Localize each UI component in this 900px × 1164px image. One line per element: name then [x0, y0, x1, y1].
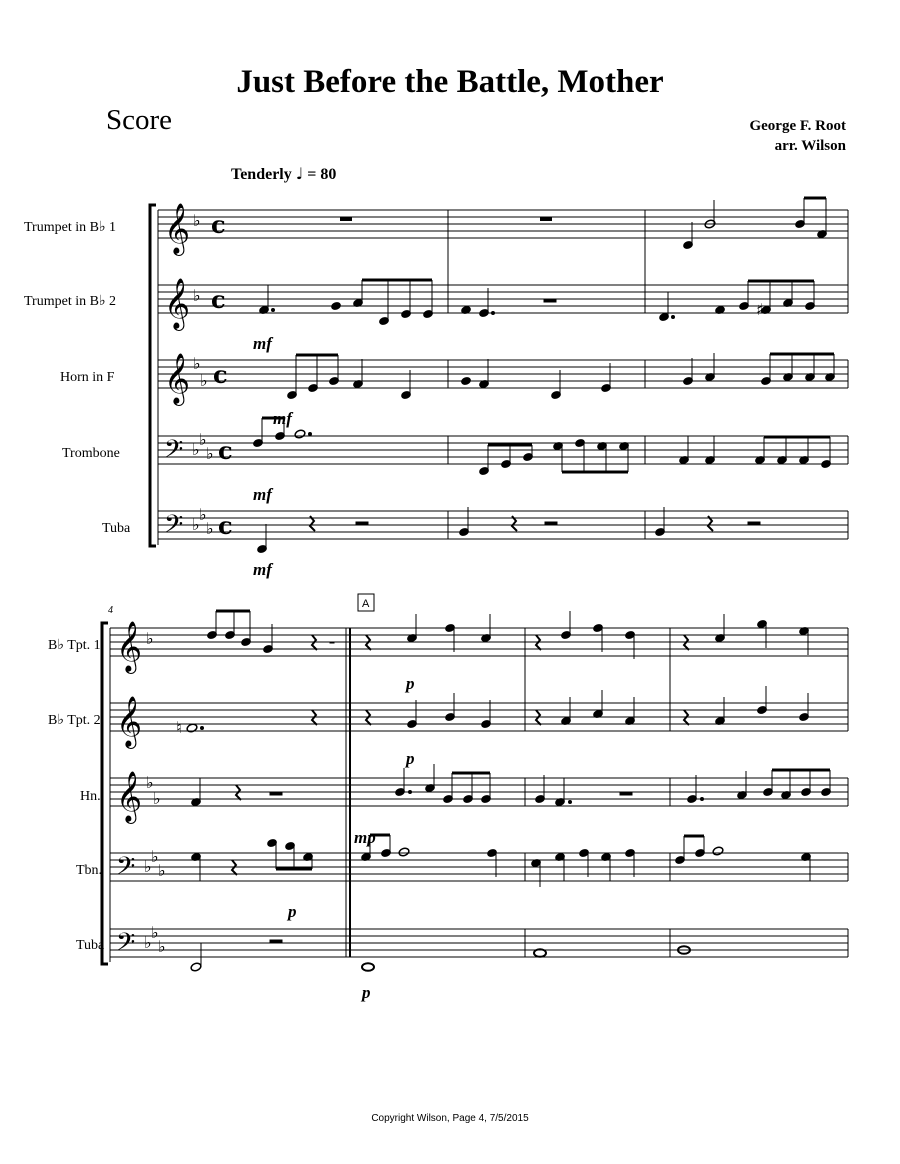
dynamic-marking: p	[406, 674, 415, 693]
common-time-icon: c	[213, 360, 228, 389]
rehearsal-mark: A	[362, 598, 370, 610]
whole-rest	[540, 217, 552, 221]
tempo-word: Tenderly	[231, 166, 292, 183]
treble-clef-icon: 𝄞	[116, 621, 143, 672]
instrument-name: B♭ Tpt. 2	[48, 713, 101, 728]
flat-icon: ♭	[193, 286, 201, 305]
score-label: Score	[106, 104, 173, 136]
sharp-icon: ♯	[756, 300, 764, 319]
dynamic-marking: mp	[354, 828, 376, 847]
common-time-icon: c	[211, 210, 226, 239]
notes-trumpet2	[259, 280, 816, 326]
notes-tuba-sys2	[190, 940, 690, 972]
treble-clef-icon: 𝄞	[116, 771, 143, 822]
flat-icon: ♭	[193, 211, 201, 230]
notes-tuba	[257, 507, 760, 554]
flat-icon: ♭	[193, 354, 201, 373]
flat-icon: ♭	[206, 444, 214, 463]
dynamic-marking: p	[362, 983, 371, 1002]
instrument-name: Hn.	[80, 789, 101, 804]
dynamic-marking: mf	[253, 485, 272, 504]
system-1	[24, 198, 848, 579]
instrument-name: Tbn.	[76, 863, 103, 878]
tempo-value: = 80	[307, 166, 337, 183]
flat-icon: ♭	[151, 847, 159, 866]
notes-trombone	[253, 418, 832, 476]
flat-icon: ♭	[158, 937, 166, 956]
notes-trombone-sys2	[191, 835, 812, 887]
dynamic-marking: p	[406, 749, 415, 768]
system-2	[48, 594, 848, 1002]
bass-clef-icon: 𝄢	[164, 435, 184, 470]
bass-clef-icon: 𝄢	[116, 852, 136, 887]
bass-clef-icon: 𝄢	[164, 510, 184, 545]
instrument-name: Tuba	[76, 938, 105, 953]
whole-rest	[340, 217, 352, 221]
arranger-name: arr. Wilson	[774, 138, 846, 154]
flat-icon: ♭	[192, 440, 200, 459]
composer-name: George F. Root	[749, 118, 846, 134]
flat-icon: ♭	[146, 629, 154, 648]
flat-icon: ♭	[200, 371, 208, 390]
flat-icon: ♭	[199, 505, 207, 524]
staff-lines	[110, 628, 848, 957]
page-footer: Copyright Wilson, Page 4, 7/5/2015	[371, 1113, 529, 1124]
common-time-icon: c	[218, 511, 233, 540]
quarter-note-icon: ♩	[295, 164, 304, 183]
system-bracket	[150, 205, 156, 546]
flat-icon: ♭	[192, 515, 200, 534]
instrument-name: Trombone	[62, 446, 120, 461]
treble-clef-icon: 𝄞	[164, 203, 191, 254]
piece-title: Just Before the Battle, Mother	[236, 64, 664, 100]
flat-icon: ♭	[144, 933, 152, 952]
notes-trumpet2-sys2	[186, 686, 809, 733]
common-time-icon: c	[218, 436, 233, 465]
natural-icon: ♮	[176, 718, 182, 737]
instrument-name: Trumpet in B♭ 1	[24, 220, 117, 235]
instrument-name: Trumpet in B♭ 2	[24, 294, 117, 309]
instrument-name: Horn in F	[60, 370, 115, 385]
flat-icon: ♭	[144, 857, 152, 876]
instrument-name: Tuba	[102, 521, 131, 536]
bass-clef-icon: 𝄢	[116, 928, 136, 963]
measure-number: 4	[108, 605, 113, 616]
flat-icon: ♭	[146, 773, 154, 792]
common-time-icon: c	[211, 285, 226, 314]
treble-clef-icon: 𝄞	[116, 696, 143, 747]
flat-icon: ♭	[151, 923, 159, 942]
treble-clef-icon: 𝄞	[164, 353, 191, 404]
flat-icon: ♭	[206, 519, 214, 538]
dynamic-marking: mf	[273, 409, 292, 428]
dynamic-marking: mf	[253, 334, 272, 353]
dynamic-marking: p	[288, 902, 297, 921]
flat-icon: ♭	[158, 861, 166, 880]
treble-clef-icon: 𝄞	[164, 278, 191, 329]
flat-icon: ♭	[153, 789, 161, 808]
quarter-rests	[232, 635, 689, 875]
flat-icon: ♭	[199, 430, 207, 449]
half-rest	[544, 299, 556, 302]
system-bracket	[102, 623, 108, 964]
dynamic-marking: mf	[253, 560, 272, 579]
instrument-name: B♭ Tpt. 1	[48, 638, 101, 653]
